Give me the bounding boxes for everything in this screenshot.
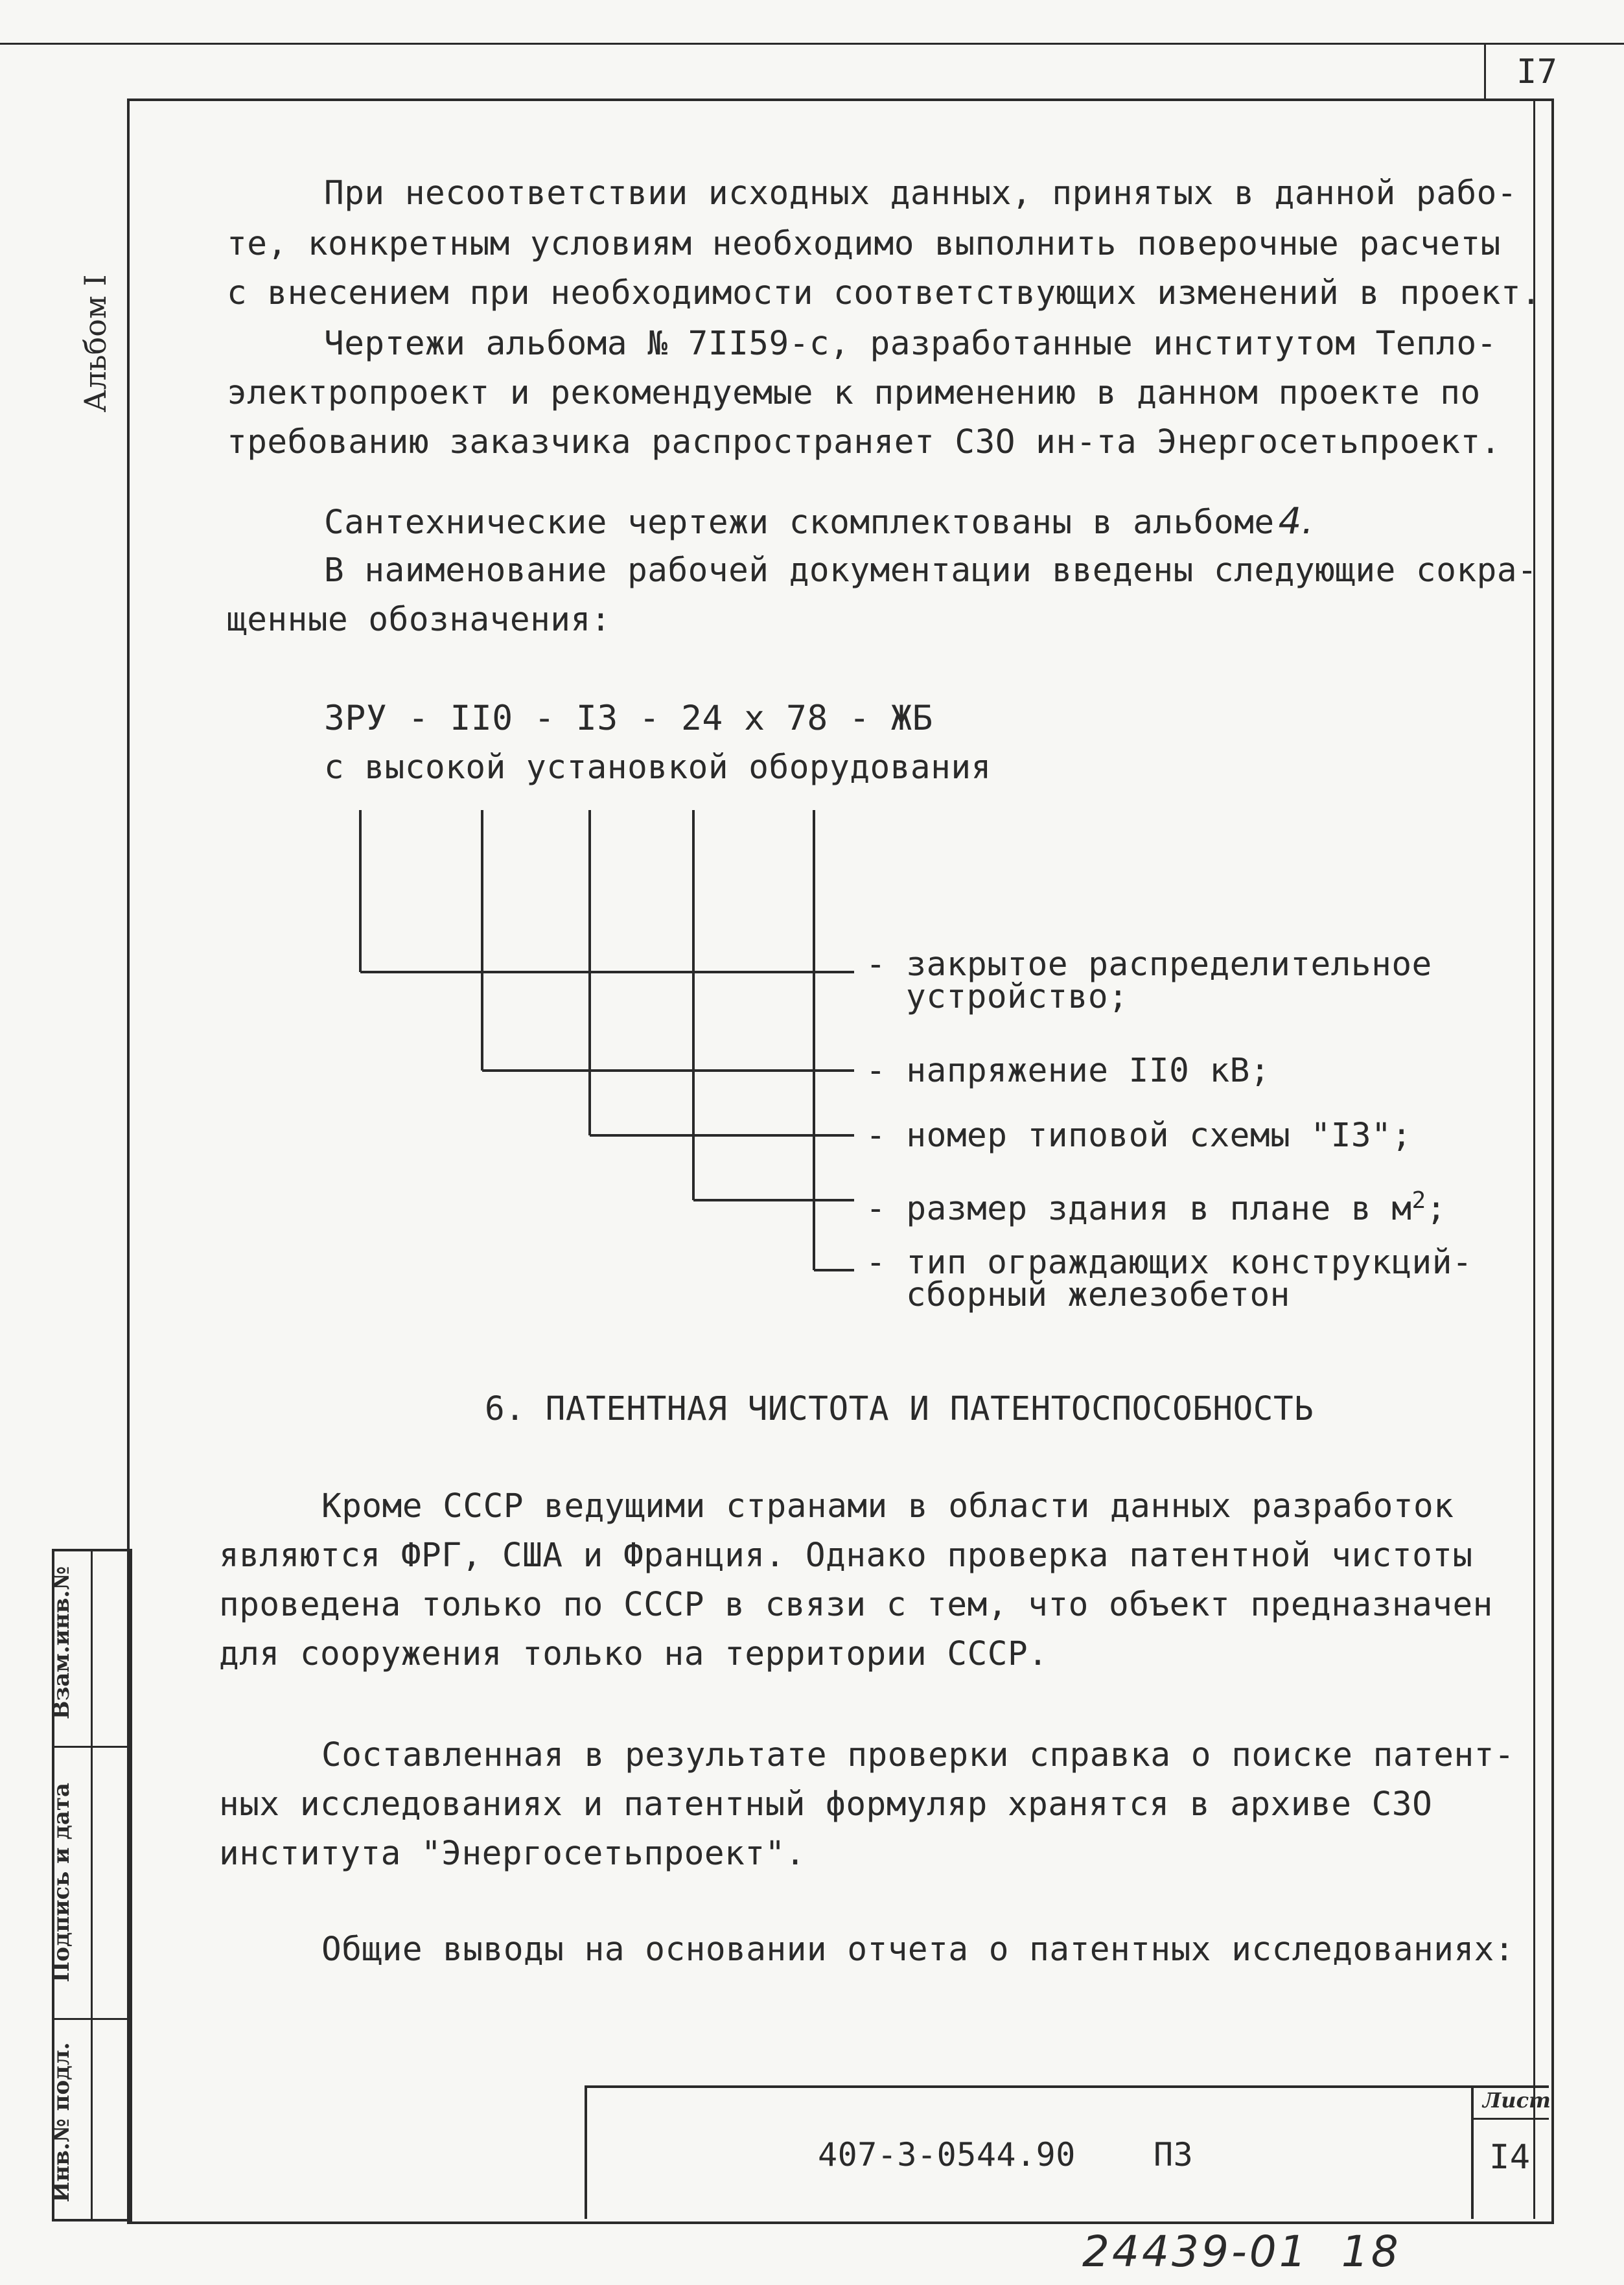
para1-line2: те, конкретным условиям необходимо выполнить поверочные расчеты (227, 225, 1501, 263)
legend-item-4-superscript: 2 (1411, 1187, 1426, 1214)
stamp-field-original-inv: Инв.№ подл. (49, 2042, 75, 2203)
para1-line1: При несоответствии исходных данных, принятых в данной рабо- (324, 174, 1518, 213)
legend-item-4-end: ; (1426, 1190, 1446, 1228)
legend-item-1-line1: - закрытое распределительное (866, 945, 1432, 984)
para6-line2: ных исследованиях и патентный формуляр хранятся в архиве СЗО (219, 1785, 1433, 1824)
para4-line1: В наименование рабочей документации введены следующие сокра- (324, 551, 1538, 590)
album-number-handwritten: 4. (1278, 500, 1314, 542)
legend-item-1-line2: устройство; (906, 978, 1129, 1016)
para5-line4: для сооружения только на территории СССР. (219, 1635, 1049, 1673)
stamp-field-replace-inv: Взам.инв.№ (49, 1566, 75, 1720)
doc-suffix: ПЗ (1154, 2136, 1194, 2174)
para2-line3: требованию заказчика распространяет СЗО ин-та Энергосетьпроект. (227, 423, 1501, 461)
title-block-top (585, 2085, 1549, 2088)
sheet-label: Лист (1483, 2088, 1551, 2113)
para1-line3: с внесением при необходимости соответствующих изменений в проект. (227, 274, 1542, 312)
para2-line1: Чертежи альбома № 7II59-с, разработанные институтом Тепло- (324, 325, 1497, 363)
legend-item-4 (866, 1176, 1446, 1235)
title-block-divider (1471, 2085, 1474, 2219)
doc-code: 407-3-0544.90 (818, 2136, 1076, 2174)
para6-line1: Составленная в результате проверки справка о поиске патент- (321, 1736, 1515, 1774)
para5-line1: Кроме СССР ведущими странами в области данных разработок (321, 1487, 1454, 1525)
legend-item-4-text: - размер здания в плане в м (866, 1190, 1412, 1228)
para5-line3: проведена только по СССР в связи с тем, что объект предназначен (219, 1586, 1493, 1624)
legend-item-3: - номер типовой схемы "I3"; (866, 1117, 1412, 1155)
legend-item-5-line2: сборный железобетон (906, 1276, 1290, 1314)
section-title: 6. ПАТЕНТНАЯ ЧИСТОТА И ПАТЕНТОСПОСОБНОСТЬ (485, 1390, 1314, 1428)
page-number: I7 (1516, 52, 1558, 91)
para2-line2: электропроект и рекомендуемые к применению в данном проекте по (227, 374, 1481, 412)
code-designation: ЗРУ - II0 - I3 - 24 х 78 - ЖБ (324, 699, 933, 738)
stamp-field-signature-date: Подпись и дата (49, 1783, 75, 1983)
legend-item-5-line1: - тип ограждающих конструкций- (866, 1244, 1473, 1282)
album-side-label: Альбом I (78, 274, 113, 413)
legend-item-2: - напряжение II0 кВ; (866, 1052, 1271, 1090)
para5-line2: являются ФРГ, США и Франция. Однако проверка патентной чистоты (219, 1537, 1473, 1575)
para7: Общие выводы на основании отчета о патентных исследованиях: (321, 1931, 1515, 1969)
para6-line3: института "Энергосетьпроект". (219, 1835, 806, 1873)
handwritten-footer-number: 24439-01 18 (1082, 2227, 1401, 2277)
sheet-number: I4 (1489, 2138, 1531, 2177)
para4-line2: щенные обозначения: (227, 601, 611, 639)
title-block-left (585, 2085, 587, 2219)
code-designation-subline: с высокой установкой оборудования (324, 748, 992, 787)
para3-text: Сантехнические чертежи скомплектованы в альбоме (324, 504, 1275, 542)
sheet-label-rule (1471, 2118, 1549, 2120)
